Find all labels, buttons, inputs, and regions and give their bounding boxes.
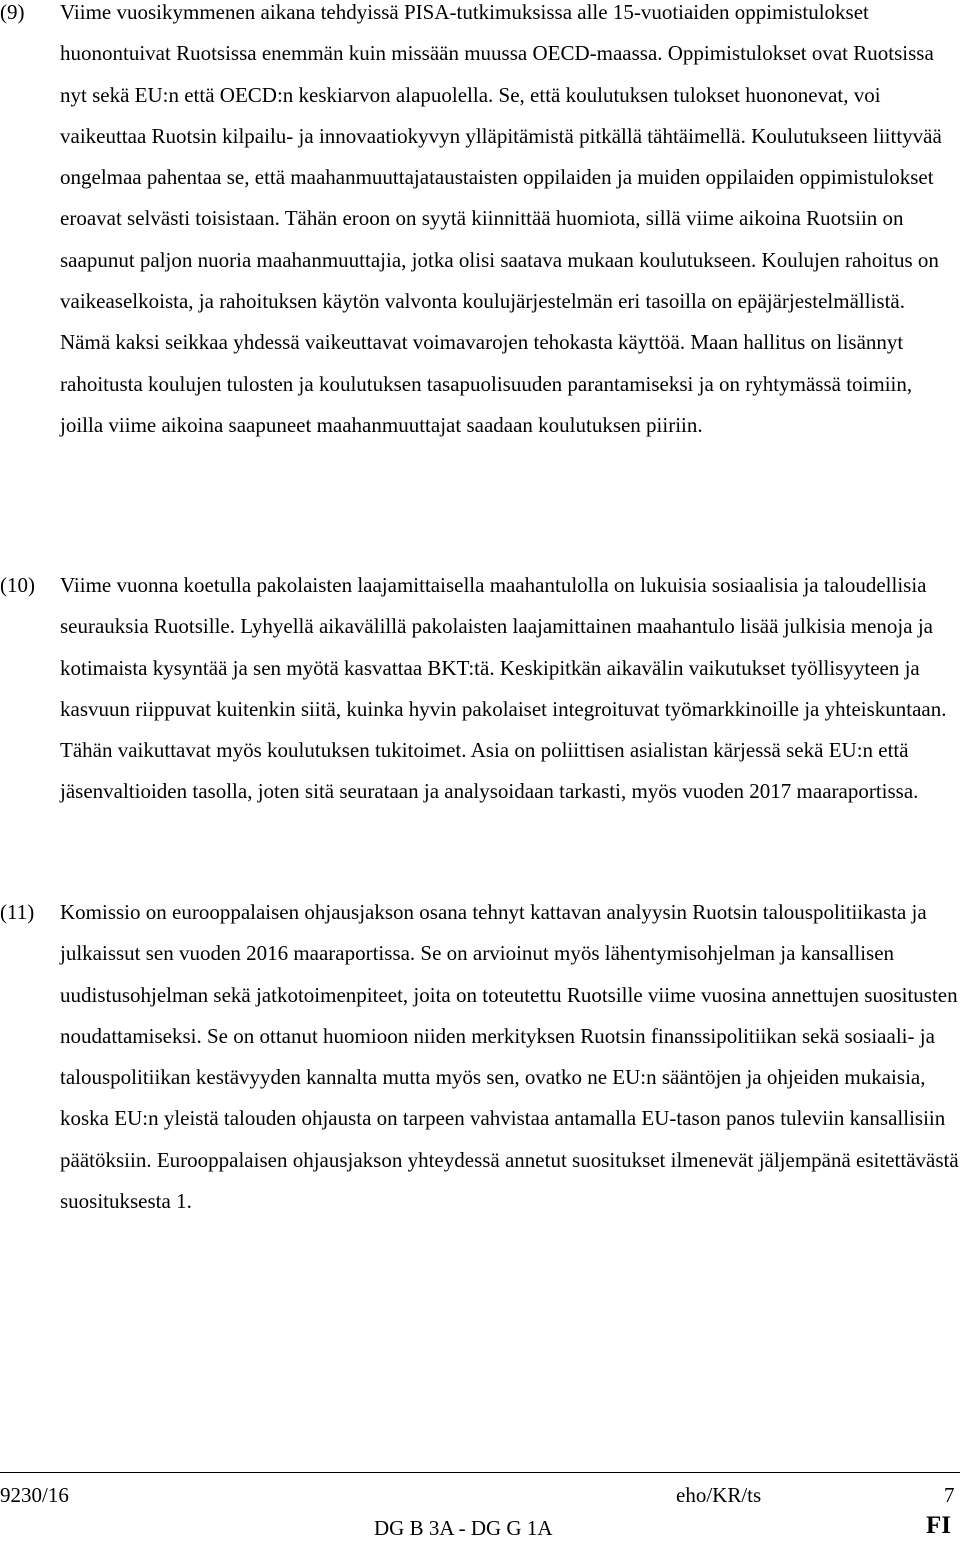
language-code: FI <box>926 1512 951 1539</box>
page-number: 7 <box>944 1483 955 1507</box>
directorate-general: DG B 3A - DG G 1A <box>374 1516 553 1540</box>
paragraph-text: Viime vuonna koetulla pakolaisten laajamittaisella maahantulolla on lukuisia sosiaalisia ja taloudellisia seurauksia Ruotsille. Lyhyellä aikavälillä pakolaisten laajamittainen maahantulo lisää julkisia menoja ja kotimaista kysyntää ja sen myötä kasvattaa BKT:tä. Keskipitkän aikavälin vaikutukset työllisyyteen ja kasvuun riippuvat kuitenkin siitä, kuinka hyvin pakolaiset integroituvat työmarkkinoille ja yhteiskuntaan. Tähän vaikuttavat myös koulutuksen tukitoimet. Asia on poliittisen asialistan kärjessä sekä EU:n että jäsenvaltioiden tasolla, joten sitä seurataan ja analysoidaan tarkasti, myös vuoden 2017 maaraportissa. <box>60 573 947 804</box>
author-reference: eho/KR/ts <box>676 1483 762 1507</box>
paragraph-number: (9) <box>0 0 25 24</box>
paragraph-number: (11) <box>0 900 35 924</box>
footer-divider <box>0 1472 960 1473</box>
paragraph-text: Viime vuosikymmenen aikana tehdyissä PISA-tutkimuksissa alle 15-vuotiaiden oppimistulokset huonontuivat Ruotsissa enemmän kuin missään muussa OECD-maassa. Oppimistulokset ovat Ruotsissa nyt sekä EU:n että OECD:n keskiarvon alapuolella. Se, että koulutuksen tulokset huononevat, voi vaikeuttaa Ruotsin kilpailu- ja innovaatiokyvyn ylläpitämistä pitkällä tähtäimellä. Koulutukseen liittyvää ongelmaa pahentaa se, että maahanmuuttajataustaisten oppilaiden ja muiden oppilaiden oppimistulokset eroavat selvästi toisistaan. Tähän eroon on syytä kiinnittää huomiota, sillä viime aikoina Ruotsiin on saapunut paljon nuoria maahanmuuttajia, jotka olisi saatava mukaan koulutukseen. Koulujen rahoitus on vaikeaselkoista, ja rahoituksen käytön valvonta koulujärjestelmän eri tasoilla on epäjärjestelmällistä. Nämä kaksi seikkaa yhdessä vaikeuttavat voimavarojen tehokasta käyttöä. Maan hallitus on lisännyt rahoitusta koulujen tulosten ja koulutuksen tasapuolisuuden parantamiseksi ja on ryhtymässä toimiin, joilla viime aikoina saapuneet maahanmuuttajat saadaan koulutuksen piiriin. <box>60 0 942 437</box>
paragraph-text: Komissio on eurooppalaisen ohjausjakson osana tehnyt kattavan analyysin Ruotsin talouspolitiikasta ja julkaissut sen vuoden 2016 maaraportissa. Se on arvioinut myös lähentymisohjelman ja kansallisen uudistusohjelman sekä jatkotoimenpiteet, joita on toteutettu Ruotsille viime vuosina annettujen suositusten noudattamiseksi. Se on ottanut huomioon niiden merkityksen Ruotsin finanssipolitiikan sekä sosiaali- ja talouspolitiikan kestävyyden kannalta mutta myös sen, ovatko ne EU:n sääntöjen ja ohjeiden mukaisia, koska EU:n yleistä talouden ohjausta on tarpeen vahvistaa antamalla EU-tason panos tuleviin kansallisiin päätöksiin. Eurooppalaisen ohjausjakson yhteydessä annetut suositukset ilmenevät jäljempänä esitettävästä suosituksesta 1. <box>60 900 959 1214</box>
document-number: 9230/16 <box>0 1483 69 1507</box>
paragraph-number: (10) <box>0 573 35 597</box>
